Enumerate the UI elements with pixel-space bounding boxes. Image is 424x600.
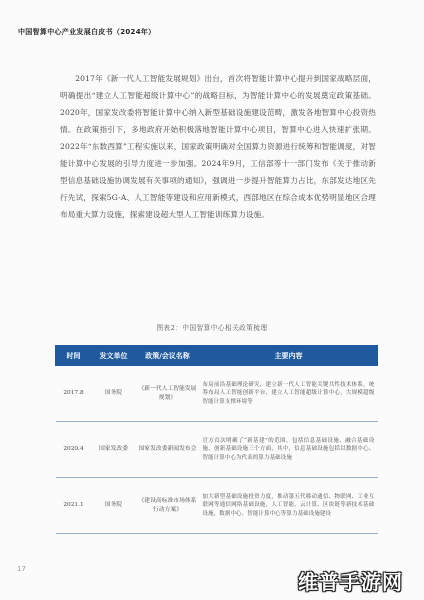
cell-policy: 《建设高标准市场体系行动方案》	[136, 478, 200, 534]
header-issuer: 发文单位	[92, 346, 136, 366]
cell-issuer: 国务院	[92, 478, 136, 534]
cell-content: 加大新型基础设施投资力度，推动第五代移动通信、物联网、工业互联网等通信网络基础设施，人工智能、云计算、区块链等新技术基础设施，数据中心、智能计算中心等算力基础设施建设	[200, 478, 378, 534]
header-time: 时间	[56, 346, 92, 366]
cell-time: 2017.8	[56, 366, 92, 422]
table-caption: 图表2：中国智算中心相关政策梳理	[156, 324, 268, 332]
site-watermark: 维普手游网	[298, 570, 403, 594]
table-row	[56, 366, 378, 422]
body-paragraph-block	[60, 70, 376, 223]
cell-time: 2021.1	[56, 478, 92, 534]
table-header-row	[56, 346, 378, 366]
page-header-title: 中国智算中心产业发展白皮书（2024年）	[18, 28, 156, 36]
cell-issuer: 国务院	[92, 366, 136, 422]
page-number: 17	[17, 565, 26, 573]
cell-policy: 国家发改委新闻发布会	[136, 422, 200, 478]
table-row	[56, 478, 378, 534]
cell-issuer: 国家发改委	[92, 422, 136, 478]
cell-policy: 《新一代人工智能发展规划》	[136, 366, 200, 422]
policy-table	[55, 345, 378, 534]
header-policy: 政策/会议名称	[136, 346, 200, 366]
cell-time: 2020.4	[56, 422, 92, 478]
cell-content: 官方首次明确了“新基建”的范围，包括信息基础设施、融合基础设施、创新基础设施三个方面，其中，信息基础设施包括以数据中心、智能计算中心为代表的算力基础设施	[200, 422, 378, 478]
cell-content: 布局前沿基础理论研究，建立新一代人工智能关键共性技术体系，统筹布局人工智能创新平台，建立人工智能超级计算中心，大规模超级智能计算支撑环境等	[200, 366, 378, 422]
body-paragraph: 2017年《新一代人工智能发展规划》出台，首次将智能计算中心提升到国家战略层面，明确提出“建立人工智能超级计算中心”的战略目标，为智能计算中心的发展奠定政策基础。2020年，国家发改委将智能计算中心纳入新型基础设施建设范畴，激发各地智算中心投资热情。在政策指引下，多地政府开始积极落地智能计算中心项目，智算中心进入快速扩张期。2022年“东数西算”工程实施以来，国家政策明确对全国算力资源进行统筹和智能调度，对智能计算中心发展的引导力度进一步加强。2024年9月，工信部等十一部门发布《关于推动新型信息基础设施协调发展有关事项的通知》，强调进一步提升智能算力占比，东部发达地区先行先试，探索5G-A、人工智能等建设和应用新模式，西部地区在综合成本优势明显地区合理布局重大算力设施，探索建设超大型人工智能训练算力设施。	[60, 74, 376, 219]
table-row	[56, 422, 378, 478]
header-content: 主要内容	[200, 346, 378, 366]
